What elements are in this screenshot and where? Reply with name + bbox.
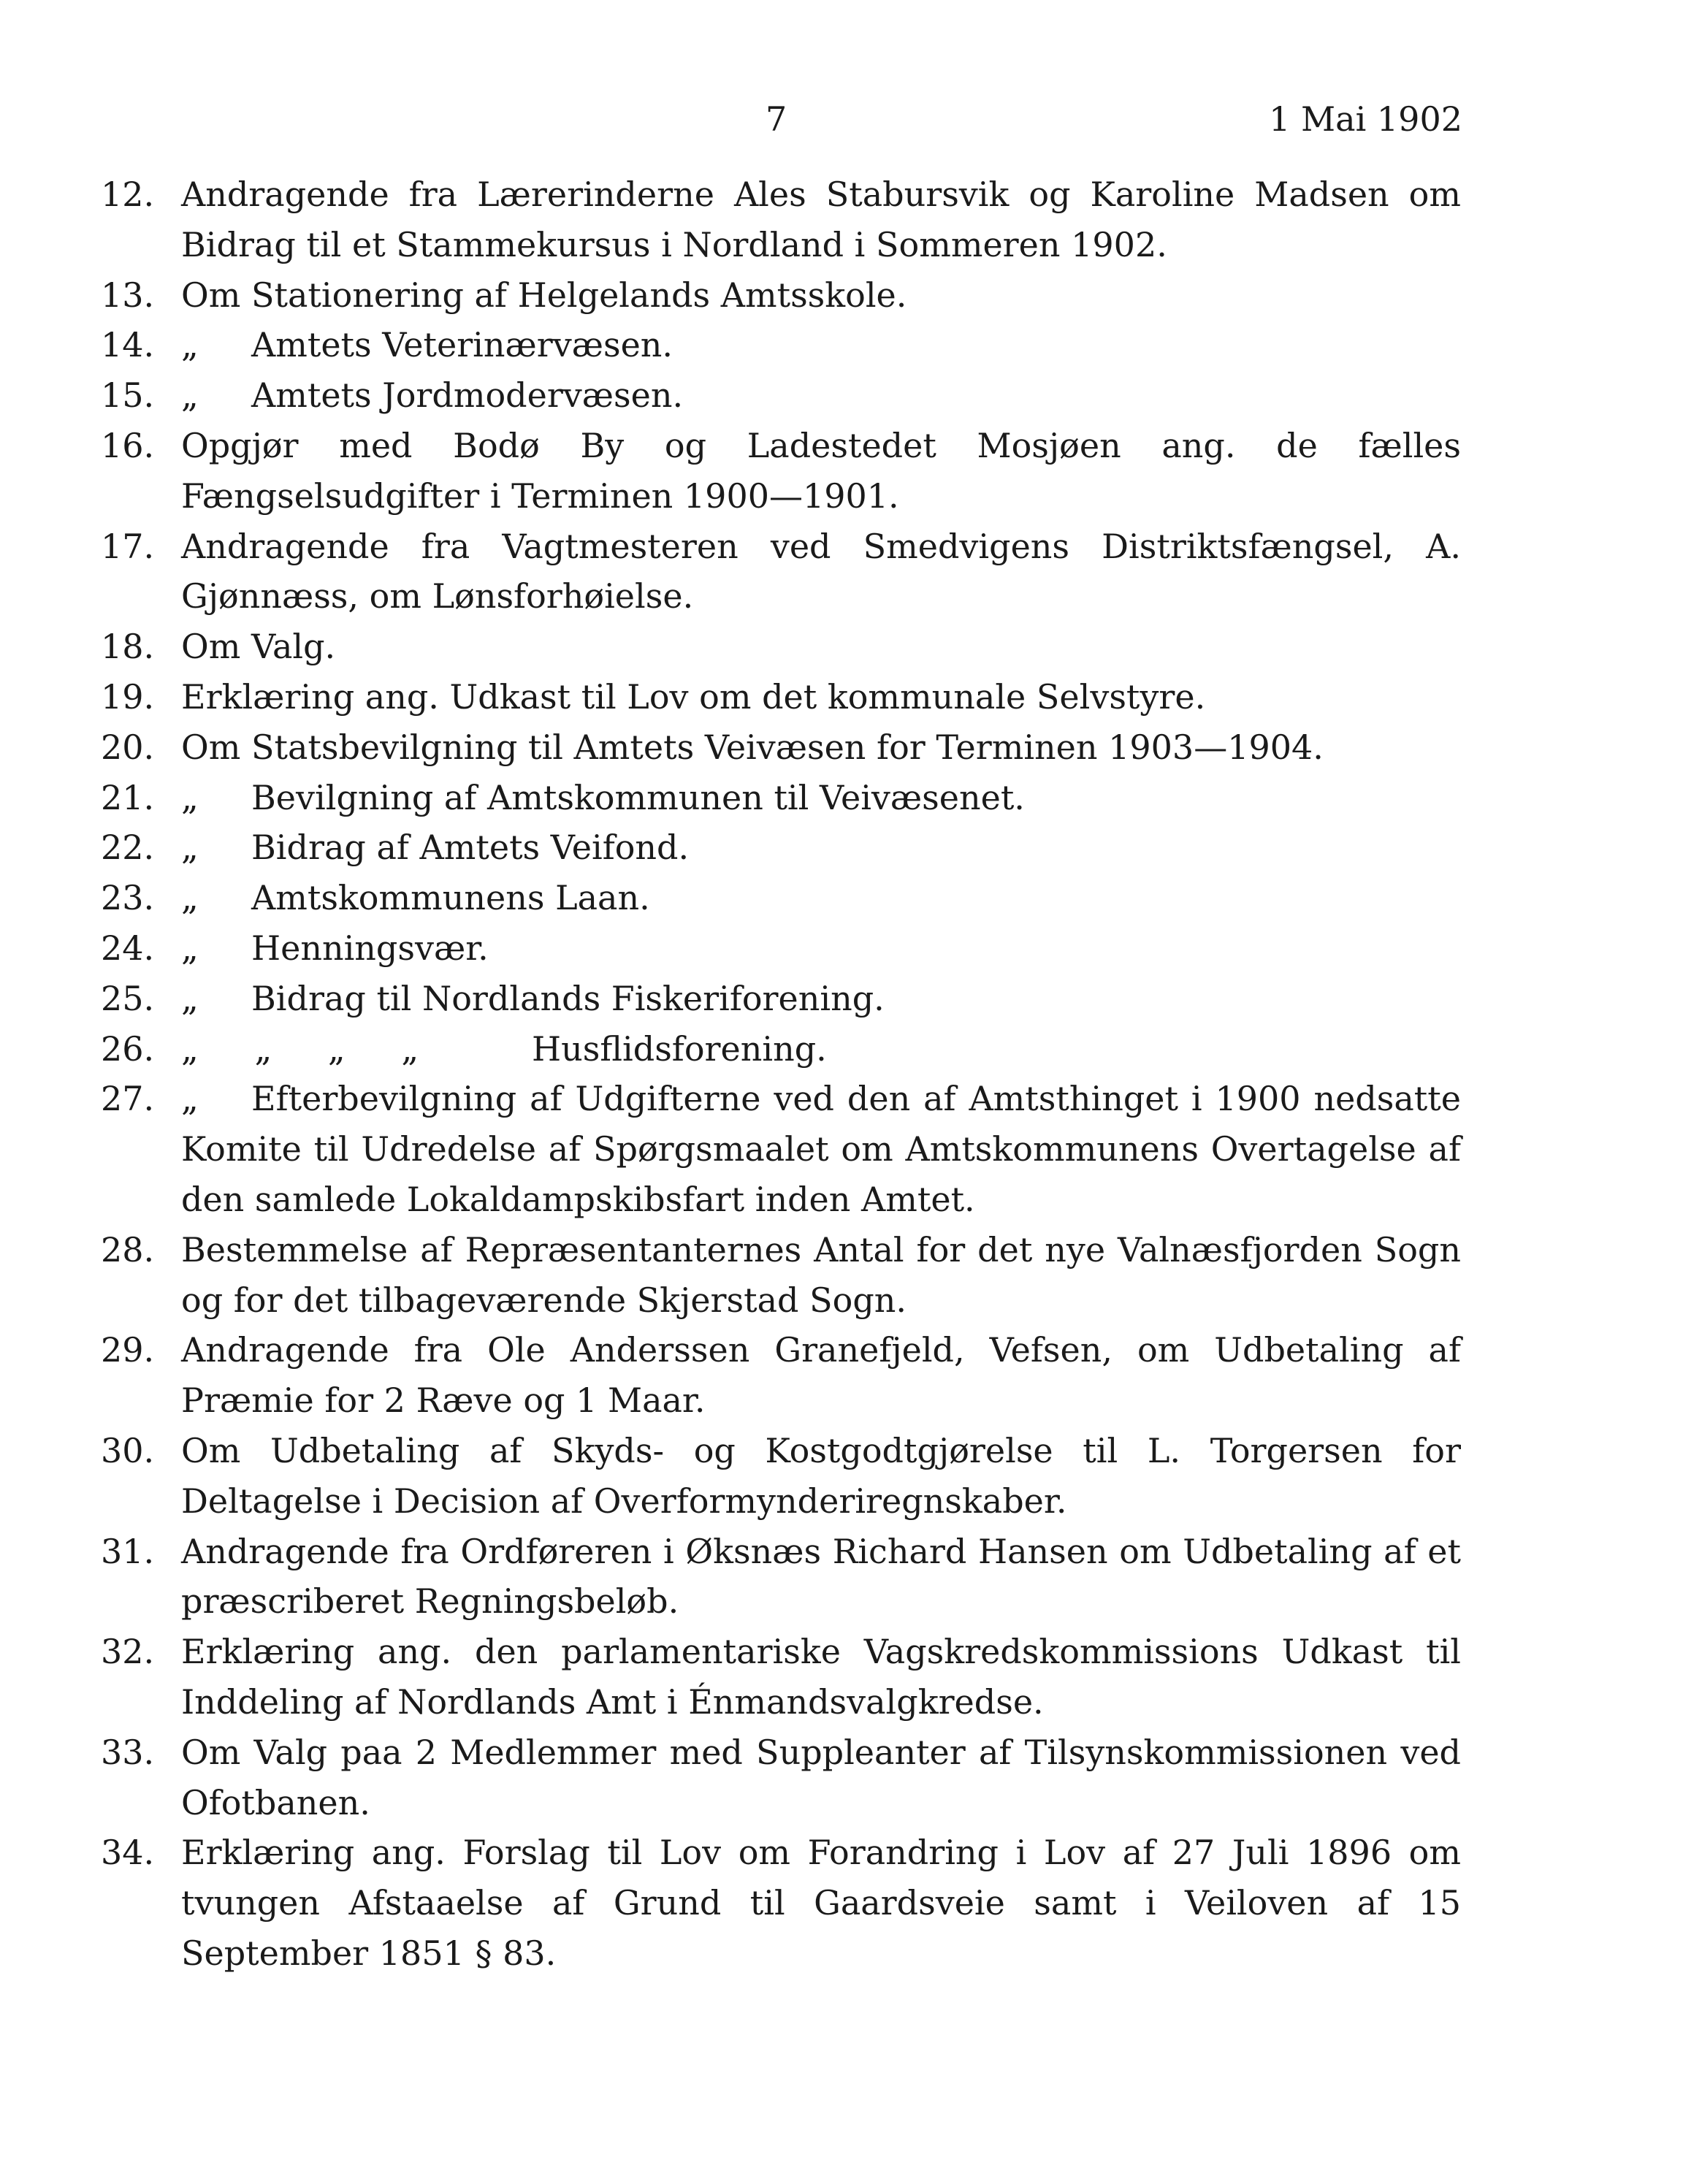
item-text: Husflidsforening. (532, 1028, 827, 1069)
agenda-item (101, 1828, 1461, 1978)
agenda-item (101, 1024, 1461, 1074)
agenda-item (101, 622, 1461, 672)
agenda-item (101, 1426, 1461, 1527)
header-date: 1 Mai 1902 (1269, 99, 1462, 139)
item-number: 15. (101, 375, 155, 416)
item-number: 32. (101, 1632, 155, 1672)
item-number: 33. (101, 1732, 155, 1772)
agenda-item (101, 270, 1461, 321)
item-number: 23. (101, 878, 155, 918)
item-number: 27. (101, 1079, 155, 1119)
agenda-item (101, 822, 1461, 873)
page-header (0, 93, 1683, 145)
item-number: 18. (101, 627, 155, 667)
agenda-item (101, 1325, 1461, 1426)
ditto-mark: „ (181, 828, 199, 868)
agenda-item (101, 522, 1461, 622)
agenda-item (101, 1527, 1461, 1627)
agenda-item (101, 873, 1461, 923)
agenda-item (101, 1074, 1461, 1224)
agenda-item (101, 421, 1461, 522)
agenda-item (101, 722, 1461, 773)
item-text: Andragende fra Vagtmesteren ved Smedvigens Distriktsfængsel, A. Gjønnæss, om Lønsforhøielse. (181, 526, 1461, 616)
item-text: Om Valg paa 2 Medlemmer med Suppleanter af Tilsynskommissionen ved Ofotbanen. (181, 1732, 1461, 1822)
item-text: Bidrag til Nordlands Fiskeriforening. (251, 978, 885, 1018)
item-text: Amtets Jordmodervæsen. (251, 375, 684, 416)
page-number: 7 (766, 99, 787, 139)
item-text: Om Udbetaling af Skyds- og Kostgodtgjørelse til L. Torgersen for Deltagelse i Decision af Overformynderiregnskaber. (181, 1430, 1461, 1521)
agenda-item (101, 1627, 1461, 1727)
ditto-mark: „ (181, 878, 199, 918)
item-text: Efterbevilgning af Udgifterne ved den af Amtsthinget i 1900 nedsatte Komite til Udredelse af Spørgsmaalet om Amtskommunens Overtagelse af den samlede Lokaldampskibsfart inden Amtet. (181, 1079, 1461, 1219)
item-text: Erklæring ang. den parlamentariske Vagskredskommissions Udkast til Inddeling af Nordlands Amt i Énmandsvalgkredse. (181, 1632, 1461, 1722)
item-number: 12. (101, 175, 155, 214)
item-number: 19. (101, 676, 155, 717)
item-number: 34. (101, 1833, 155, 1873)
item-number: 29. (101, 1330, 155, 1370)
item-number: 14. (101, 325, 155, 365)
agenda-item (101, 1225, 1461, 1326)
ditto-mark: „ (181, 375, 199, 416)
item-text: Om Stationering af Helgelands Amtsskole. (181, 275, 907, 315)
ditto-marks: „ „ „ „ (181, 1028, 419, 1069)
item-text: Bevilgning af Amtskommunen til Veivæsenet. (251, 777, 1025, 817)
item-number: 20. (101, 727, 155, 767)
item-number: 24. (101, 928, 155, 968)
item-text: Andragende fra Lærerinderne Ales Stabursvik og Karoline Madsen om Bidrag til et Stammekursus i Nordland i Sommeren 1902. (181, 175, 1461, 264)
item-text: Andragende fra Ordføreren i Øksnæs Richard Hansen om Udbetaling af et præscriberet Regningsbeløb. (181, 1531, 1461, 1622)
item-number: 31. (101, 1531, 155, 1571)
agenda-item (101, 1727, 1461, 1828)
agenda-item (101, 672, 1461, 722)
item-number: 17. (101, 526, 155, 566)
item-number: 26. (101, 1028, 155, 1069)
ditto-mark: „ (181, 1079, 199, 1119)
ditto-mark: „ (181, 928, 199, 968)
item-text: Bidrag af Amtets Veifond. (251, 828, 690, 868)
agenda-item (101, 923, 1461, 974)
item-number: 13. (101, 275, 155, 315)
agenda-item (101, 974, 1461, 1024)
item-text: Om Valg. (181, 627, 336, 667)
item-number: 25. (101, 978, 155, 1018)
item-text: Henningsvær. (251, 928, 489, 968)
ditto-mark: „ (181, 325, 199, 365)
agenda-item (101, 773, 1461, 823)
item-text: Amtets Veterinærvæsen. (251, 325, 673, 365)
agenda-list (101, 169, 1461, 1979)
item-text: Opgjør med Bodø By og Ladestedet Mosjøen ang. de fælles Fængselsudgifter i Terminen 1900—1901. (181, 425, 1461, 516)
agenda-item (101, 169, 1461, 270)
item-text: Om Statsbevilgning til Amtets Veivæsen for Terminen 1903—1904. (181, 727, 1324, 767)
ditto-mark: „ (181, 978, 199, 1018)
item-number: 30. (101, 1430, 155, 1470)
agenda-item (101, 370, 1461, 421)
item-text: Erklæring ang. Udkast til Lov om det kommunale Selvstyre. (181, 676, 1206, 717)
item-number: 22. (101, 828, 155, 868)
ditto-mark: „ (181, 777, 199, 817)
item-text: Bestemmelse af Repræsentanternes Antal for det nye Valnæsfjorden Sogn og for det tilbageværende Skjerstad Sogn. (181, 1229, 1461, 1320)
agenda-item (101, 320, 1461, 370)
item-text: Amtskommunens Laan. (251, 878, 650, 918)
item-number: 21. (101, 777, 155, 817)
item-text: Andragende fra Ole Anderssen Granefjeld, Vefsen, om Udbetaling af Præmie for 2 Ræve og 1 Maar. (181, 1330, 1461, 1421)
item-number: 28. (101, 1229, 155, 1269)
item-number: 16. (101, 425, 155, 465)
item-text: Erklæring ang. Forslag til Lov om Forandring i Lov af 27 Juli 1896 om tvungen Afstaaelse af Grund til Gaardsveie samt i Veiloven af 15 September 1851 § 83. (181, 1833, 1461, 1973)
